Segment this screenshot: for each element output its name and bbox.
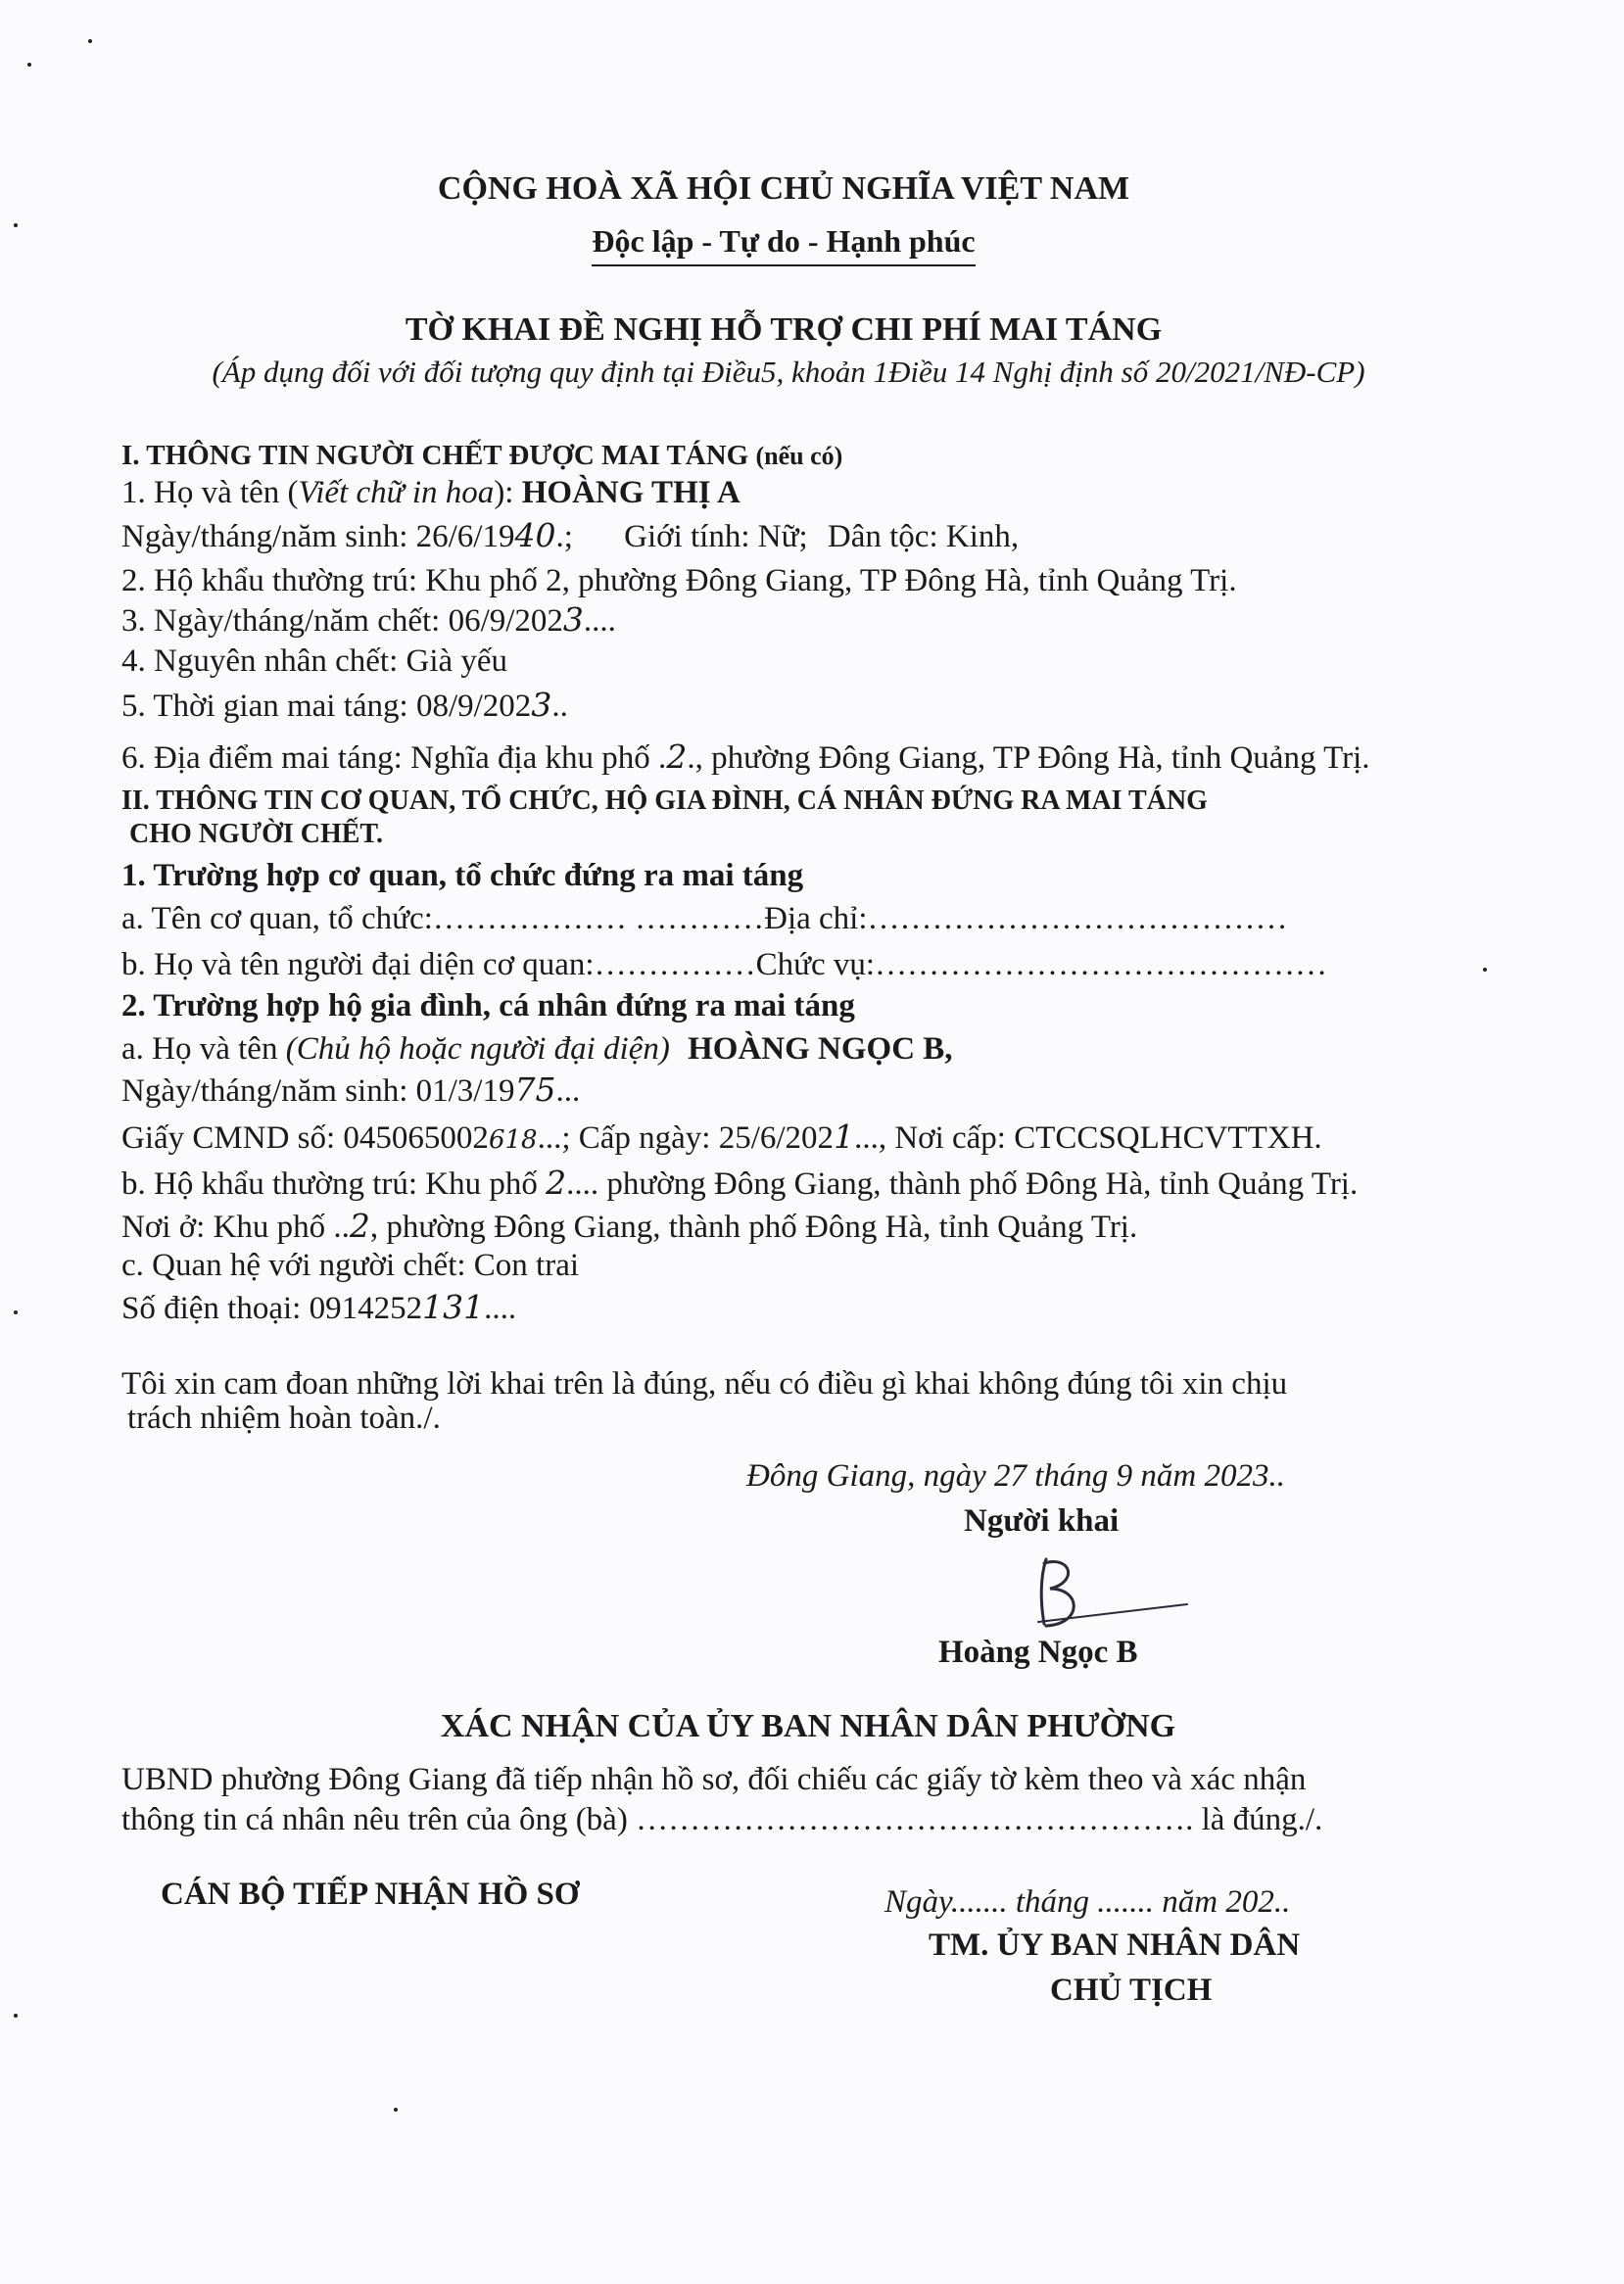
confirmation-date: Ngày....... tháng ....... năm 202.. bbox=[884, 1884, 1291, 1920]
country-name: CỘNG HOÀ XÃ HỘI CHỦ NGHĨA VIỆT NAM bbox=[437, 170, 1130, 207]
confirmation-line1: UBND phường Đông Giang đã tiếp nhận hồ sơ, đối chiếu các giấy tờ kèm theo và xác nhận bbox=[121, 1762, 1307, 1797]
form-subtitle: (Áp dụng đối với đối tượng quy định tại Điều5, khoản 1Điều 14 Nghị định số 20/2021/NĐ-CP) bbox=[212, 355, 1365, 389]
national-motto: Độc lập - Tự do - Hạnh phúc bbox=[592, 223, 975, 266]
deceased-name-value: HOÀNG THỊ A bbox=[521, 475, 740, 510]
case2-address-row: Nơi ở: Khu phố ..2, phường Đông Giang, thành phố Đông Hà, tỉnh Quảng Trị. bbox=[121, 1207, 1138, 1245]
declarant-role: Người khai bbox=[964, 1503, 1120, 1539]
committee-title: TM. ỦY BAN NHÂN DÂN bbox=[929, 1927, 1301, 1963]
case2-dob-row: Ngày/tháng/năm sinh: 01/3/1975... bbox=[121, 1071, 581, 1109]
scan-speck bbox=[14, 223, 18, 227]
case2-name-row: a. Họ và tên (Chủ hộ hoặc người đại diện) HOÀNG NGỌC B, bbox=[121, 1031, 953, 1067]
declaration-date: Đông Giang, ngày 27 tháng 9 năm 2023.. bbox=[746, 1458, 1285, 1494]
burial-place-row: 6. Địa điểm mai táng: Nghĩa địa khu phố .2., phường Đông Giang, TP Đông Hà, tỉnh Quảng Trị. bbox=[121, 738, 1370, 776]
case2-name-value: HOÀNG NGỌC B, bbox=[688, 1031, 953, 1067]
case1-rep-row: b. Họ và tên người đại diện cơ quan:……………Chức vụ:…………………………………… bbox=[121, 947, 1328, 982]
receiving-officer: CÁN BỘ TIẾP NHẬN HỒ SƠ bbox=[161, 1877, 580, 1912]
scan-speck bbox=[394, 2108, 398, 2112]
scan-speck bbox=[1483, 968, 1487, 972]
cause-of-death-row: 4. Nguyên nhân chết: Già yếu bbox=[121, 643, 508, 679]
signature-mark bbox=[1019, 1547, 1205, 1645]
id-card-row: Giấy CMND số: 045065002618...; Cấp ngày: 25/6/2021..., Nơi cấp: CTCCSQLHCVTTXH. bbox=[121, 1118, 1322, 1156]
scan-speck bbox=[14, 2014, 18, 2018]
death-date-row: 3. Ngày/tháng/năm chết: 06/9/2023.... bbox=[121, 600, 616, 639]
scan-speck bbox=[88, 39, 92, 43]
section2-heading: II. THÔNG TIN CƠ QUAN, TỔ CHỨC, HỘ GIA ĐÌNH, CÁ NHÂN ĐỨNG RA MAI TÁNG bbox=[121, 785, 1208, 816]
signature bbox=[1019, 1547, 1205, 1645]
case1-heading: 1. Trường hợp cơ quan, tổ chức đứng ra mai táng bbox=[121, 858, 804, 893]
section1-heading: I. THÔNG TIN NGƯỜI CHẾT ĐƯỢC MAI TÁNG (nếu có) bbox=[121, 440, 843, 471]
scan-speck bbox=[27, 63, 31, 67]
deceased-residence-row: 2. Hộ khẩu thường trú: Khu phố 2, phường Đông Giang, TP Đông Hà, tỉnh Quảng Trị. bbox=[121, 563, 1237, 598]
case2-heading: 2. Trường hợp hộ gia đình, cá nhân đứng ra mai táng bbox=[121, 988, 855, 1023]
confirmation-line2: thông tin cá nhân nêu trên của ông (bà) ……………………………………………. là đúng./. bbox=[121, 1802, 1323, 1837]
case1-org-row: a. Tên cơ quan, tổ chức:……………… …………Địa chỉ:………………………………… bbox=[121, 901, 1288, 936]
deceased-dob-row: Ngày/tháng/năm sinh: 26/6/1940.; Giới tính: Nữ; Dân tộc: Kinh, bbox=[121, 516, 1020, 554]
relation-row: c. Quan hệ với người chết: Con trai bbox=[121, 1248, 580, 1283]
case2-residence-row: b. Hộ khẩu thường trú: Khu phố 2.... phường Đông Giang, thành phố Đông Hà, tỉnh Quảng Trị. bbox=[121, 1164, 1359, 1202]
form-title: TỜ KHAI ĐỀ NGHỊ HỖ TRỢ CHI PHÍ MAI TÁNG bbox=[405, 311, 1163, 348]
burial-date-row: 5. Thời gian mai táng: 08/9/2023.. bbox=[121, 686, 568, 724]
deceased-name-row: 1. Họ và tên (Viết chữ in hoa): HOÀNG THỊ A bbox=[121, 475, 740, 510]
chairman-title: CHỦ TỊCH bbox=[1050, 1973, 1213, 2008]
confirmation-heading: XÁC NHẬN CỦA ỦY BAN NHÂN DÂN PHƯỜNG bbox=[440, 1708, 1176, 1744]
declaration-line2: trách nhiệm hoàn toàn./. bbox=[127, 1401, 441, 1436]
declarant-name: Hoàng Ngọc B bbox=[938, 1635, 1138, 1670]
section2-heading-cont: CHO NGƯỜI CHẾT. bbox=[129, 819, 384, 849]
scan-speck bbox=[14, 1310, 18, 1314]
phone-row: Số điện thoại: 0914252131.... bbox=[121, 1288, 517, 1326]
declaration-line1: Tôi xin cam đoan những lời khai trên là đúng, nếu có điều gì khai không đúng tôi xin chịu bbox=[121, 1366, 1288, 1402]
